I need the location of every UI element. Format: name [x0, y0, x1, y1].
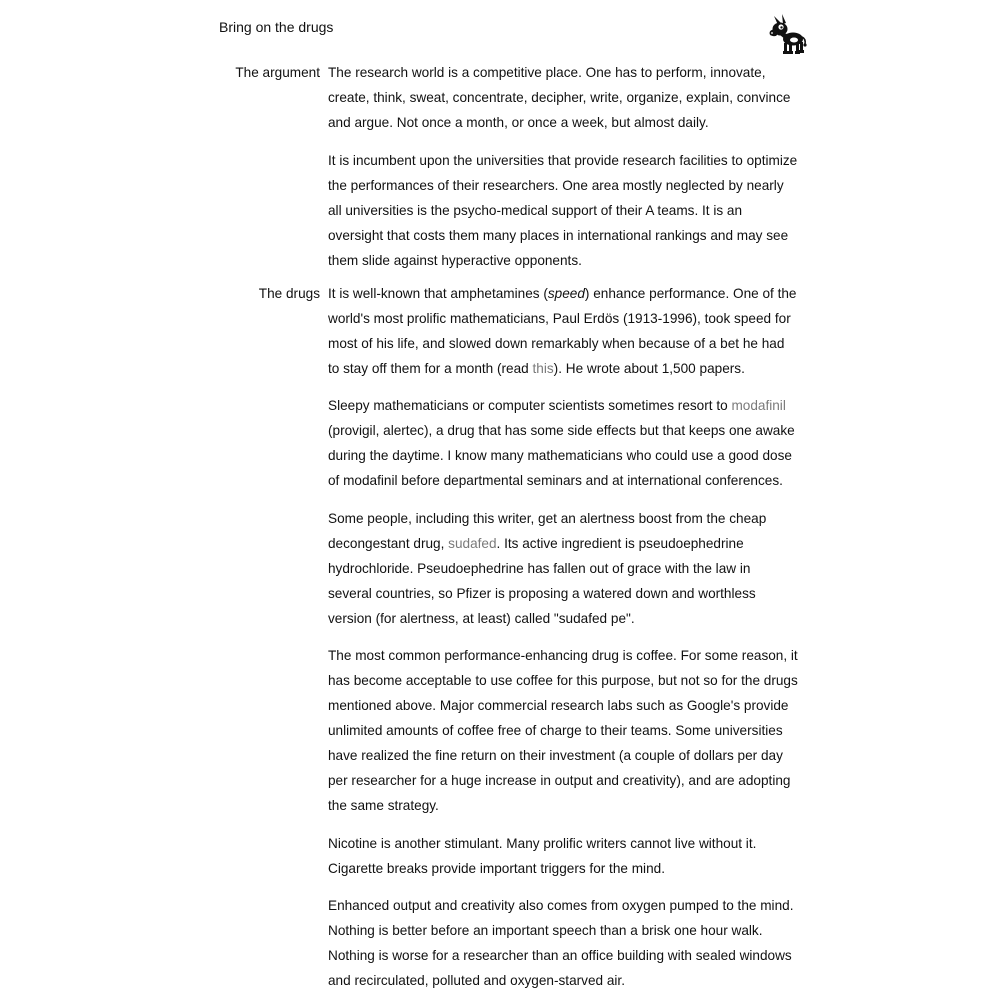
link-sudafed[interactable]: sudafed [448, 535, 497, 551]
paragraph [328, 281, 798, 381]
section-label: The drugs [258, 285, 320, 301]
paragraph-text: Sleepy mathematicians or computer scientists sometimes resort to [328, 398, 732, 413]
section-body [328, 60, 798, 281]
paragraph [328, 893, 798, 993]
link-this[interactable]: this [532, 360, 554, 376]
section-drugs [219, 281, 819, 1000]
paragraph [328, 831, 798, 881]
donkey-mascot-icon[interactable] [767, 13, 807, 55]
paragraph-text: ). He wrote about 1,500 papers. [553, 360, 745, 376]
section-label: The argument [235, 65, 320, 80]
paragraph-text: (provigil, alertec), a drug that has some side effects but that keeps one awake during the daytime. I know many mathematicians who could use a good dose of modafinil before departmental seminars and at international conferences. [328, 423, 795, 488]
paragraph-text: . Its active ingredient is pseudoephedrine hydrochloride. Pseudoephedrine has fallen out of grace with the law in several countries, so Pfizer is proposing a watered down and worthless version (for alertness, at least) called "sudafed pe". [328, 535, 756, 626]
logo-graphic [767, 13, 807, 55]
article [219, 60, 819, 1000]
paragraph-text: ) enhance performance. One of the world's most prolific mathematicians, Paul Erdös (1913-1996), took speed for most of his life, and slowed down remarkably when because of a bet he had to stay off them for a month (read [328, 285, 797, 376]
paragraph-text: Some people, including this writer, get an alertness boost from the cheap decongestant drug, [328, 510, 767, 551]
paragraph-text: Enhanced output and creativity also comes from oxygen pumped to the mind. Nothing is better before an important speech than a brisk one hour walk. Nothing is worse for a researcher than an office building with sealed windows and recirculated, polluted and oxygen-starved air. [328, 898, 794, 988]
site-title[interactable]: Bring on the drugs [219, 19, 334, 35]
paragraph [328, 148, 798, 273]
link-modafinil[interactable]: modafinil [731, 398, 786, 413]
paragraph-text: The most common performance-enhancing drug is coffee. For some reason, it has become acceptable to use coffee for this purpose, but not so for the drugs mentioned above. Major commercial research labs such as Google's provide unlimited amounts of coffee free of charge to their teams. Some universities have realized the fine return on their investment (a couple of dollars per day per researcher for a huge increase in output and creativity), and are adopting the same strategy. [328, 648, 798, 813]
paragraph-text: It is well-known that amphetamines ( [328, 285, 548, 301]
emphasis-text: speed [547, 285, 585, 301]
paragraph [328, 393, 798, 493]
paragraph-text: Nicotine is another stimulant. Many prolific writers cannot live without it. Cigarette breaks provide important triggers for the mind. [328, 835, 757, 876]
paragraph [328, 60, 798, 135]
paragraph-text: It is incumbent upon the universities that provide research facilities to optimize the performances of their researchers. One area mostly neglected by nearly all universities is the psycho-medical support of their A teams. It is an oversight that costs them many places in international rankings and may see them slide against hyperactive opponents. [328, 152, 798, 268]
section-body [328, 281, 798, 1000]
paragraph [328, 506, 798, 631]
section-argument [219, 60, 819, 281]
paragraph [328, 643, 798, 818]
paragraph-text: The research world is a competitive place. One has to perform, innovate, create, think, sweat, concentrate, decipher, write, organize, explain, convince and argue. Not once a month, or once a week, but almost daily. [328, 65, 791, 130]
